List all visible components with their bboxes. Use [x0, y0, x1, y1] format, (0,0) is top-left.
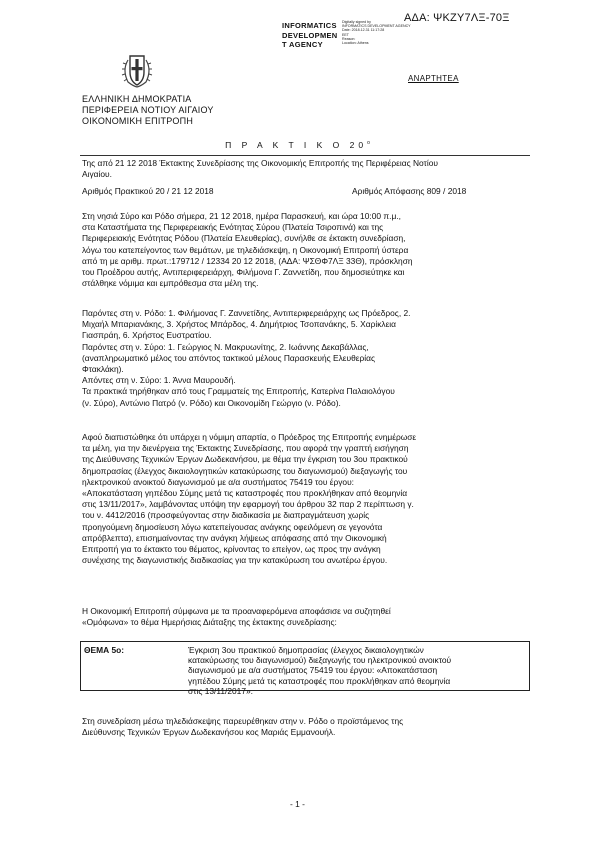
- title-divider: [80, 155, 530, 156]
- ada-code: ΑΔΑ: ΨΚΖΥ7ΛΞ-70Ξ: [404, 12, 510, 24]
- agenda-item-text: Έγκριση 3ου πρακτικού δημοπρασίας (έλεγχος δικαιολογητικών κατακύρωσης του διαγωνισμού) διεξαγωγής του ηλεκτρονικού ανοικτού διαγωνισμού με α/α συστήματος 75419 του έργου: «Αποκατάσταση γηπέδου Σύμης μετά τις καταστροφές που προκλήθηκαν από θεομηνία στις 13/11/2017».: [188, 645, 452, 696]
- authority-line: ΠΕΡΙΦΕΡΕΙΑ ΝΟΤΙΟΥ ΑΙΓΑΙΟΥ: [82, 105, 214, 115]
- decision-paragraph: Η Οικονομική Επιτροπή σύμφωνα με τα προαναφερόμενα αποφάσισε να συζητηθεί «Ομόφωνα» το θέμα Ημερήσιας Διάταξης της έκτακτης συνεδρίασης:: [82, 606, 391, 628]
- attendees-note-paragraph: Στη συνεδρίαση μέσω τηλεδιάσκεψης παρευρέθηκαν στην ν. Ρόδο ο προϊστάμενος της Διεύθυνσης Τεχνικών Έργων Δωδεκανήσου κος Μαριάς Εμμανουήλ.: [82, 716, 404, 738]
- digital-signature-details: Digitally signed by INFORMATICS DEVELOPMENT AGENCY Date: 2018.12.31 11:17:28 EET Reason: Location: Athens: [342, 20, 411, 46]
- issuing-authority: [82, 94, 214, 127]
- session-paragraph: Στη νησιά Σύρο και Ρόδο σήμερα, 21 12 2018, ημέρα Παρασκευή, και ώρα 10:00 π.μ., στα Καταστήματα της Περιφερειακής Ενότητας Σύρου (Πλατεία Τσιροπινά) και της Περιφερειακής Ενότητας Ρόδου (Πλατεία Ελευθερίας), συνήλθε σε έκτακτη συνεδρίαση, λόγω του κατεπείγοντος των θεμάτων, με τηλεδιάσκεψη, η Οικονομική Επιτροπή ύστερα από τη με αριθμ. πρωτ.:179712 / 12334 20 12 2018, (ΑΔΑ: ΨΣΘΦ7ΛΞ 33Θ), πρόσκληση του Προέδρου αυτής, Αντιπεριφερειάρχη, Φιλήμονα Γ. Ζαννετίδη, που δημοσιεύτηκε και στάλθηκε νόμιμα και εμπρόθεσμα στα μέλη της.: [82, 211, 413, 289]
- agenda-item-label: ΘΕΜΑ 5ο:: [84, 645, 125, 655]
- session-intro: Της από 21 12 2018 Έκτακτης Συνεδρίασης της Οικονομικής Επιτροπής της Περιφέρειας Νοτίου Αιγαίου.: [82, 158, 438, 180]
- attendance-paragraph: Παρόντες στη ν. Ρόδο: 1. Φιλήμονας Γ. Ζαννετίδης, Αντιπεριφερειάρχης ως Πρόεδρος, 2. Μιχαήλ Μπαριανάκης, 3. Χρήστος Μπάρδος, 4. Δημήτριος Τσοπανάκης, 5. Χαρίκλεια Γιασπράη, 6. Χρήστος Ευστρατίου. Παρόντες στη ν. Σύρο: 1. Γεώργιος Ν. Μακρυωνίτης, 2. Ιωάννης Δεκαβάλλας, (αναπληρωματικό μέλος του απόντος τακτικού μέλους Παρασκευής Ελευθερίας Φτακλάκη). Απόντες στη ν. Σύρο: 1. Άννα Μαυρουδή. Τα πρακτικά τηρήθηκαν από τους Γραμματείς της Επιτροπής, Κατερίνα Παλαιολόγου (ν. Σύρο), Αντώνιο Πατρό (ν. Ρόδο) και Οικονομίδη Γεώργιο (ν. Ρόδο).: [82, 308, 411, 408]
- authority-line: ΕΛΛΗΝΙΚΗ ΔΗΜΟΚΡΑΤΙΑ: [82, 94, 192, 104]
- signer-organization: [282, 21, 338, 50]
- greek-coat-of-arms-icon: [121, 52, 153, 88]
- reference-numbers: [82, 186, 530, 197]
- signer-org-line: T AGENCY: [282, 40, 323, 49]
- agenda-item-box: [80, 641, 530, 696]
- authority-line: ΟΙΚΟΝΟΜΙΚΗ ΕΠΙΤΡΟΠΗ: [82, 116, 194, 126]
- posted-label: ΑΝΑΡΤΗΤΕΑ: [408, 74, 459, 83]
- document-title: Π Ρ Α Κ Τ Ι Κ Ο $20^o$: [225, 140, 370, 150]
- decision-number: Αριθμός Απόφασης 809 / 2018: [352, 186, 467, 196]
- minutes-number: Αριθμός Πρακτικού 20 / 21 12 2018: [82, 186, 214, 196]
- signer-org-line: DEVELOPMEN: [282, 30, 338, 40]
- signer-org-line: INFORMATICS: [282, 21, 337, 30]
- quorum-paragraph: Αφού διαπιστώθηκε ότι υπάρχει η νόμιμη απαρτία, ο Πρόεδρος της Επιτροπής ενημέρωσε τα μέλη, για την διενέργεια της Έκτακτης Συνεδρίασης, που αφορά την γραπτή εισήγηση της Διεύθυνσης Τεχνικών Έργων Δωδεκανήσου, με θέμα την έγκριση του 3ου πρακτικού δημοπρασίας (έλεγχος δικαιολογητικών κατακύρωσης του διαγωνισμού) διεξαγωγής του ηλεκτρονικού ανοικτού διαγωνισμού με α/α συστήματος 75419 του έργου: «Αποκατάσταση γηπέδου Σύμης μετά τις καταστροφές που προκλήθηκαν από θεομηνία στις 13/11/2017», λαμβάνοντας υπόψη την εφαρμογή του άρθρου 32 παρ 2 περίπτωση γ. του ν. 4412/2016 (προσφεύγοντας στην διαδικασία με διαπραγμάτευση χωρίς προηγούμενη δημοσίευση λόγω κατεπείγουσας ανάγκης οφειλόμενη σε γεγονότα απρόβλεπτα), επισημαίνοντας την ανάγκη λήψεως απόφασης από την Οικονομική Επιτροπή για το έκτακτο του θέματος, κρίνοντας το επείγον, ως προς την ανάγκη συνέχισης της διαγωνιστικής διαδικασίας για την κατακύρωση του ανωτέρω έργου.: [82, 432, 417, 566]
- page-number: - 1 -: [290, 799, 305, 809]
